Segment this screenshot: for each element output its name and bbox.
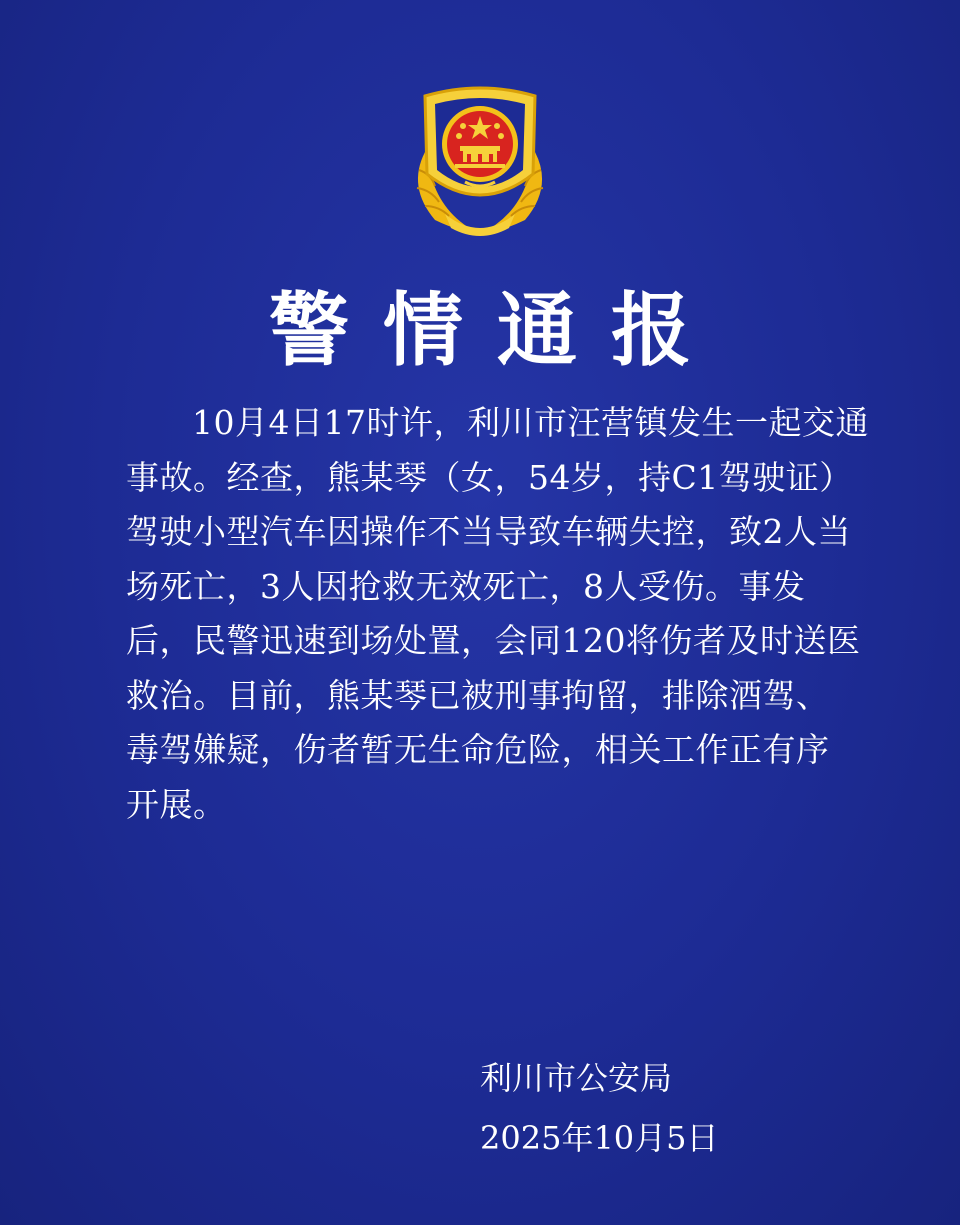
notice-line: 开展。 <box>126 784 227 824</box>
page-title: 警情通报 <box>269 283 725 377</box>
notice-line: 毒驾嫌疑，伤者暂无生命危险，相关工作正有序 <box>126 730 830 769</box>
police-badge-icon <box>405 82 555 242</box>
notice-line: 驾驶小型汽车因操作不当导致车辆失控，致2人当 <box>126 512 851 551</box>
notice-line: 后，民警迅速到场处置，会同120将伤者及时送医 <box>126 621 861 660</box>
notice-line: 事故。经查，熊某琴（女，54岁，持C1驾驶证） <box>126 457 853 497</box>
issuer-name: 利川市公安局 <box>480 1059 673 1097</box>
notice-line: 10月4日17时许，利川市汪营镇发生一起交通 <box>192 403 869 442</box>
notice-line: 场死亡，3人因抢救无效死亡，8人受伤。事发 <box>126 566 806 606</box>
notice-body <box>126 396 869 832</box>
issue-date: 2025年10月5日 <box>480 1119 719 1157</box>
notice-line: 救治。目前，熊某琴已被刑事拘留，排除酒驾、 <box>126 675 830 715</box>
signature-block <box>480 1048 780 1168</box>
